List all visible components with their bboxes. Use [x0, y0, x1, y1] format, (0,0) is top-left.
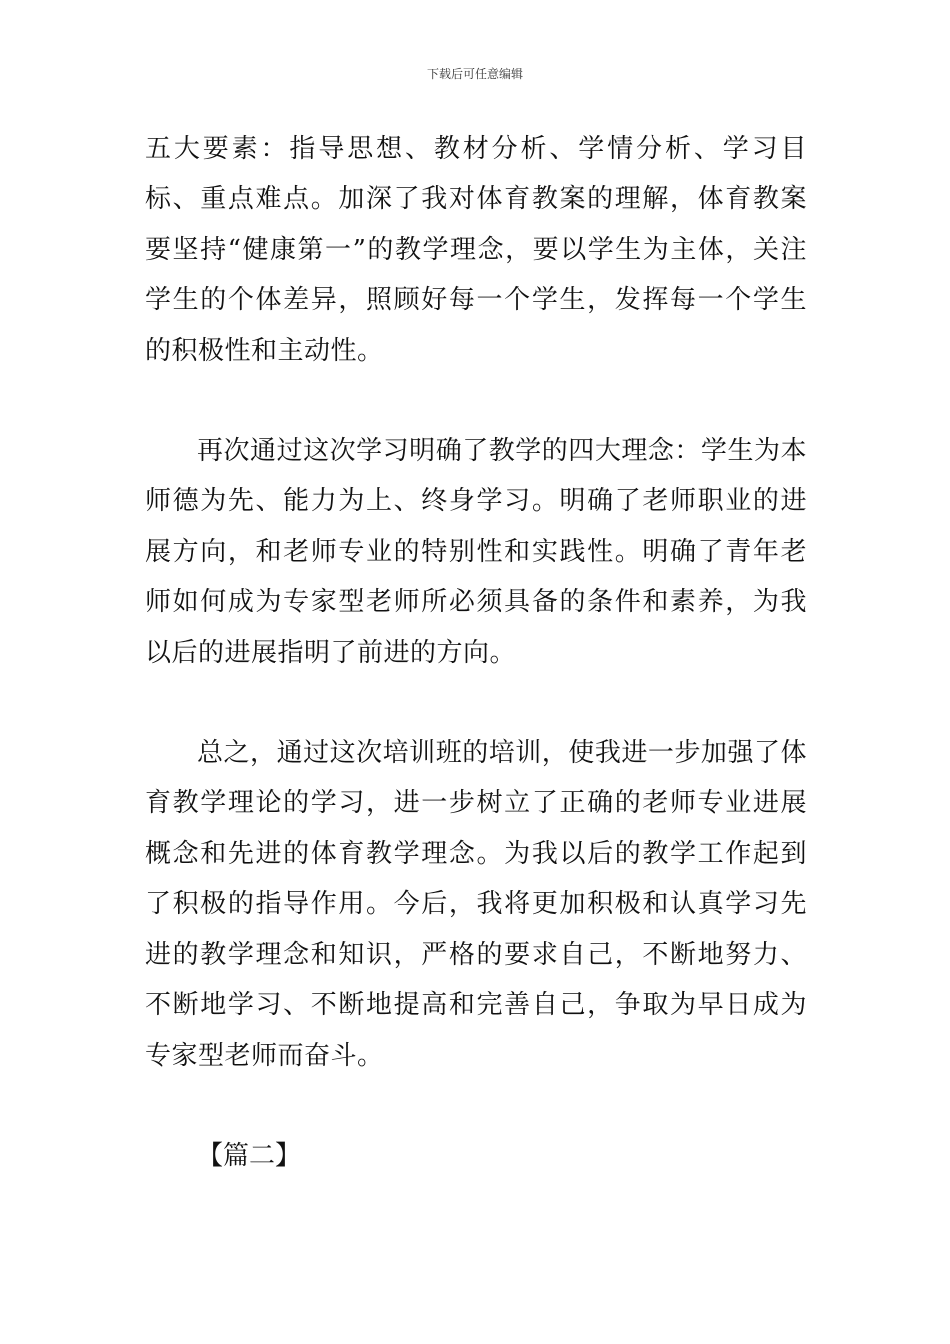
paragraph-gap: [145, 678, 807, 728]
section-title: 【篇二】: [197, 1140, 302, 1171]
document-body: [145, 124, 807, 1181]
page-header: 下载后可任意编辑: [426, 67, 523, 81]
paragraph-1: 五大要素：指导思想、教材分析、学情分析、学习目标、重点难点。加深了我对体育教案的理解，体育教案要坚持“健康第一”的教学理念，要以学生为主体，关注学生的个体差异，照顾好每一个学生，发挥每一个学生的积极性和主动性。: [145, 134, 807, 366]
paragraph-3: 总之，通过这次培训班的培训，使我进一步加强了体育教学理论的学习，进一步树立了正确的老师专业进展概念和先进的体育教学理念。为我以后的教学工作起到了积极的指导作用。今后，我将更加积极和认真学习先进的教学理念和知识，严格的要求自己，不断地努力、不断地学习、不断地提高和完善自己，争取为早日成为专家型老师而奋斗。: [145, 738, 807, 1071]
paragraph-gap: [145, 376, 807, 426]
paragraph-gap: [145, 1081, 807, 1131]
paragraph-2: 再次通过这次学习明确了教学的四大理念：学生为本师德为先、能力为上、终身学习。明确了老师职业的进展方向，和老师专业的特别性和实践性。明确了青年老师如何成为专家型老师所必须具备的条件和素养，为我以后的进展指明了前进的方向。: [145, 436, 807, 668]
